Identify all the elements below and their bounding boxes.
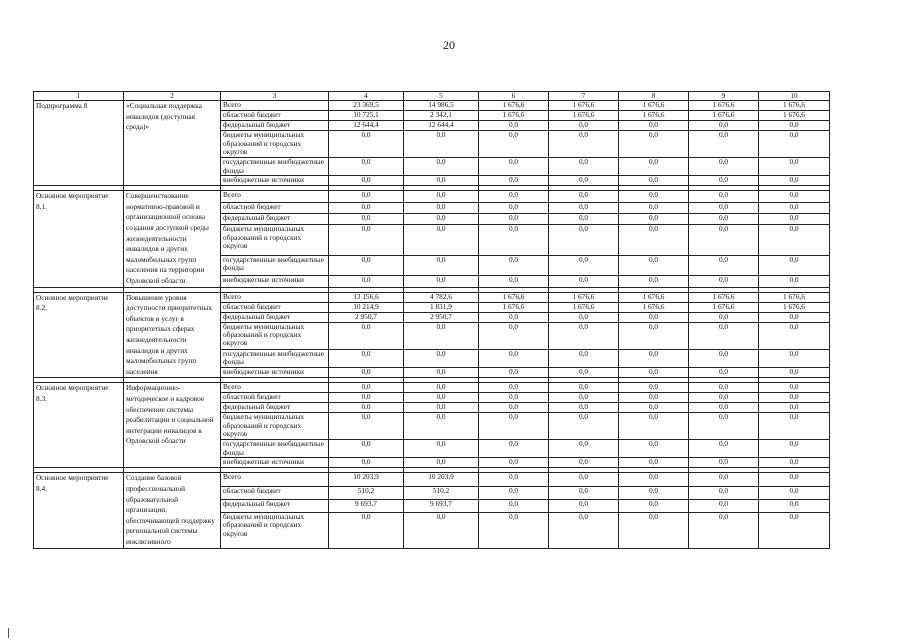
amount-cell: 1 676,6 bbox=[619, 302, 689, 312]
amount-cell: 0,0 bbox=[619, 322, 689, 349]
column-header: 5 bbox=[404, 92, 479, 101]
amount-cell: 0,0 bbox=[619, 403, 689, 413]
amount-cell: 0,0 bbox=[759, 512, 830, 548]
amount-cell: 0,0 bbox=[329, 158, 404, 176]
amount-cell: 0,0 bbox=[689, 440, 759, 458]
amount-cell: 0,0 bbox=[759, 312, 830, 322]
activity-code: Основное мероприятие 8.2. bbox=[34, 292, 124, 378]
amount-cell: 0,0 bbox=[619, 121, 689, 131]
amount-cell: 0,0 bbox=[619, 440, 689, 458]
activity-name: Информационно-методическое и кадровое обеспечение системы реабилитации и социальной интеграции инвалидов в Орловской области bbox=[124, 383, 221, 468]
amount-cell: 0,0 bbox=[759, 383, 830, 393]
funding-source: бюджеты муниципальных образований и городских округов bbox=[221, 322, 329, 349]
amount-cell: 0,0 bbox=[329, 383, 404, 393]
amount-cell: 0,0 bbox=[549, 225, 619, 256]
amount-cell: 0,0 bbox=[759, 213, 830, 224]
amount-cell: 0,0 bbox=[479, 393, 549, 403]
amount-cell: 0,0 bbox=[479, 350, 549, 368]
amount-cell: 1 676,6 bbox=[479, 292, 549, 302]
amount-cell: 2 950,7 bbox=[404, 312, 479, 322]
amount-cell: 0,0 bbox=[689, 486, 759, 499]
amount-cell: 0,0 bbox=[404, 440, 479, 458]
amount-cell: 2 950,7 bbox=[329, 312, 404, 322]
funding-source: областной бюджет bbox=[221, 486, 329, 499]
amount-cell: 0,0 bbox=[549, 458, 619, 468]
column-header: 7 bbox=[549, 92, 619, 101]
amount-cell: 0,0 bbox=[759, 176, 830, 186]
amount-cell: 0,0 bbox=[404, 202, 479, 213]
amount-cell: 0,0 bbox=[329, 213, 404, 224]
funding-source: внебюджетные источники bbox=[221, 276, 329, 287]
funding-source: Всего bbox=[221, 383, 329, 393]
amount-cell: 0,0 bbox=[479, 486, 549, 499]
amount-cell: 0,0 bbox=[404, 383, 479, 393]
amount-cell: 0,0 bbox=[549, 191, 619, 202]
amount-cell: 0,0 bbox=[479, 276, 549, 287]
amount-cell: 0,0 bbox=[404, 191, 479, 202]
amount-cell: 10 203,9 bbox=[404, 473, 479, 486]
page-number: 20 bbox=[443, 38, 455, 52]
amount-cell: 13 156,6 bbox=[329, 292, 404, 302]
funding-source: государственные внебюджетные фонды bbox=[221, 255, 329, 275]
amount-cell: 0,0 bbox=[619, 512, 689, 548]
funding-source: федеральный бюджет bbox=[221, 499, 329, 512]
amount-cell: 0,0 bbox=[404, 322, 479, 349]
amount-cell: 0,0 bbox=[689, 276, 759, 287]
amount-cell: 0,0 bbox=[759, 499, 830, 512]
amount-cell: 0,0 bbox=[549, 255, 619, 275]
activity-code: Подпрограмма 8 bbox=[34, 101, 124, 186]
amount-cell: 0,0 bbox=[329, 191, 404, 202]
amount-cell: 0,0 bbox=[759, 276, 830, 287]
funding-source: бюджеты муниципальных образований и городских округов bbox=[221, 131, 329, 158]
amount-cell: 0,0 bbox=[689, 255, 759, 275]
funding-source: Всего bbox=[221, 292, 329, 302]
amount-cell: 510,2 bbox=[329, 486, 404, 499]
amount-cell: 0,0 bbox=[689, 413, 759, 440]
amount-cell: 0,0 bbox=[689, 403, 759, 413]
budget-table-body bbox=[34, 92, 830, 549]
funding-source: федеральный бюджет bbox=[221, 213, 329, 224]
funding-source: областной бюджет bbox=[221, 111, 329, 121]
amount-cell: 0,0 bbox=[759, 255, 830, 275]
amount-cell: 9 693,7 bbox=[329, 499, 404, 512]
funding-source: внебюджетные источники bbox=[221, 176, 329, 186]
amount-cell: 0,0 bbox=[619, 202, 689, 213]
amount-cell: 0,0 bbox=[549, 403, 619, 413]
amount-cell: 0,0 bbox=[404, 255, 479, 275]
amount-cell: 1 676,6 bbox=[619, 292, 689, 302]
funding-source: внебюджетные источники bbox=[221, 368, 329, 378]
amount-cell: 0,0 bbox=[689, 368, 759, 378]
amount-cell: 0,0 bbox=[479, 213, 549, 224]
amount-cell: 4 782,6 bbox=[404, 292, 479, 302]
table-row bbox=[34, 473, 830, 486]
funding-source: бюджеты муниципальных образований и городских округов bbox=[221, 413, 329, 440]
funding-source: федеральный бюджет bbox=[221, 121, 329, 131]
amount-cell: 0,0 bbox=[619, 176, 689, 186]
amount-cell: 0,0 bbox=[404, 276, 479, 287]
amount-cell: 0,0 bbox=[689, 383, 759, 393]
amount-cell: 0,0 bbox=[549, 312, 619, 322]
amount-cell: 0,0 bbox=[689, 131, 759, 158]
funding-source: федеральный бюджет bbox=[221, 312, 329, 322]
funding-source: областной бюджет bbox=[221, 302, 329, 312]
amount-cell: 0,0 bbox=[404, 368, 479, 378]
amount-cell: 0,0 bbox=[404, 403, 479, 413]
column-header: 3 bbox=[221, 92, 329, 101]
amount-cell: 0,0 bbox=[404, 213, 479, 224]
amount-cell: 0,0 bbox=[479, 368, 549, 378]
amount-cell: 1 676,6 bbox=[689, 292, 759, 302]
amount-cell: 0,0 bbox=[479, 131, 549, 158]
activity-name: Повышение уровня доступности приоритетных объектов и услуг в приоритетных сферах жизнедеятельности инвалидов и других маломобильных групп населения bbox=[124, 292, 221, 378]
amount-cell: 0,0 bbox=[329, 322, 404, 349]
amount-cell: 0,0 bbox=[619, 486, 689, 499]
activity-name: «Социальная поддержка инвалидов (доступная среда)» bbox=[124, 101, 221, 186]
amount-cell: 1 676,6 bbox=[689, 302, 759, 312]
amount-cell: 1 676,6 bbox=[479, 302, 549, 312]
amount-cell: 0,0 bbox=[689, 213, 759, 224]
activity-name: Создание базовой профессиональной образовательной организации, обеспечивающей поддержку региональной системы инклюзивного bbox=[124, 473, 221, 548]
amount-cell: 0,0 bbox=[689, 458, 759, 468]
amount-cell: 1 676,6 bbox=[549, 111, 619, 121]
amount-cell: 0,0 bbox=[619, 213, 689, 224]
funding-source: областной бюджет bbox=[221, 393, 329, 403]
amount-cell: 0,0 bbox=[689, 512, 759, 548]
amount-cell: 0,0 bbox=[759, 121, 830, 131]
amount-cell: 0,0 bbox=[329, 255, 404, 275]
funding-source: Всего bbox=[221, 101, 329, 111]
amount-cell: 0,0 bbox=[549, 473, 619, 486]
column-header: 10 bbox=[759, 92, 830, 101]
amount-cell: 0,0 bbox=[404, 512, 479, 548]
table-row bbox=[34, 101, 830, 111]
amount-cell: 0,0 bbox=[619, 393, 689, 403]
amount-cell: 0,0 bbox=[759, 350, 830, 368]
scan-margin-mark bbox=[8, 628, 9, 638]
amount-cell: 1 676,6 bbox=[759, 302, 830, 312]
amount-cell: 1 676,6 bbox=[759, 101, 830, 111]
amount-cell: 10 725,1 bbox=[329, 111, 404, 121]
amount-cell: 1 676,6 bbox=[689, 101, 759, 111]
amount-cell: 0,0 bbox=[759, 322, 830, 349]
amount-cell: 0,0 bbox=[329, 393, 404, 403]
amount-cell: 0,0 bbox=[329, 512, 404, 548]
funding-source: государственные внебюджетные фонды bbox=[221, 350, 329, 368]
amount-cell: 0,0 bbox=[619, 131, 689, 158]
amount-cell: 0,0 bbox=[404, 131, 479, 158]
amount-cell: 0,0 bbox=[549, 276, 619, 287]
amount-cell: 0,0 bbox=[759, 473, 830, 486]
amount-cell: 0,0 bbox=[549, 383, 619, 393]
amount-cell: 0,0 bbox=[329, 458, 404, 468]
table-row bbox=[34, 191, 830, 202]
amount-cell: 0,0 bbox=[479, 121, 549, 131]
amount-cell: 0,0 bbox=[479, 512, 549, 548]
funding-source: государственные внебюджетные фонды bbox=[221, 158, 329, 176]
funding-source: областной бюджет bbox=[221, 202, 329, 213]
funding-source: бюджеты муниципальных образований и городских округов bbox=[221, 512, 329, 548]
amount-cell: 0,0 bbox=[479, 176, 549, 186]
amount-cell: 2 342,1 bbox=[404, 111, 479, 121]
amount-cell: 0,0 bbox=[479, 383, 549, 393]
amount-cell: 510,2 bbox=[404, 486, 479, 499]
amount-cell: 0,0 bbox=[689, 191, 759, 202]
amount-cell: 0,0 bbox=[549, 393, 619, 403]
amount-cell: 0,0 bbox=[479, 255, 549, 275]
amount-cell: 0,0 bbox=[689, 312, 759, 322]
amount-cell: 0,0 bbox=[329, 131, 404, 158]
amount-cell: 0,0 bbox=[479, 225, 549, 256]
amount-cell: 0,0 bbox=[479, 458, 549, 468]
amount-cell: 0,0 bbox=[404, 413, 479, 440]
amount-cell: 0,0 bbox=[479, 499, 549, 512]
activity-name: Совершенствование нормативно-правовой и организационной основы создания доступной среды жизнедеятельности инвалидов и других маломобильных групп населения на территории Орловской области bbox=[124, 191, 221, 287]
amount-cell: 0,0 bbox=[759, 368, 830, 378]
amount-cell: 0,0 bbox=[479, 158, 549, 176]
amount-cell: 0,0 bbox=[479, 440, 549, 458]
table-row bbox=[34, 292, 830, 302]
amount-cell: 1 831,9 bbox=[404, 302, 479, 312]
column-header: 2 bbox=[124, 92, 221, 101]
amount-cell: 0,0 bbox=[329, 403, 404, 413]
funding-source: федеральный бюджет bbox=[221, 403, 329, 413]
amount-cell: 0,0 bbox=[549, 368, 619, 378]
amount-cell: 0,0 bbox=[619, 413, 689, 440]
amount-cell: 0,0 bbox=[689, 499, 759, 512]
amount-cell: 1 676,6 bbox=[759, 292, 830, 302]
amount-cell: 0,0 bbox=[329, 440, 404, 458]
amount-cell: 0,0 bbox=[329, 202, 404, 213]
table-header-row bbox=[34, 92, 830, 101]
table-row bbox=[34, 383, 830, 393]
amount-cell: 1 676,6 bbox=[549, 101, 619, 111]
amount-cell: 0,0 bbox=[549, 440, 619, 458]
amount-cell: 0,0 bbox=[689, 225, 759, 256]
amount-cell: 12 644,4 bbox=[404, 121, 479, 131]
activity-code: Основное мероприятие 8.1. bbox=[34, 191, 124, 287]
amount-cell: 0,0 bbox=[689, 121, 759, 131]
amount-cell: 0,0 bbox=[549, 512, 619, 548]
amount-cell: 0,0 bbox=[759, 131, 830, 158]
amount-cell: 0,0 bbox=[329, 176, 404, 186]
amount-cell: 0,0 bbox=[479, 322, 549, 349]
amount-cell: 0,0 bbox=[759, 191, 830, 202]
amount-cell: 0,0 bbox=[619, 499, 689, 512]
funding-source: внебюджетные источники bbox=[221, 458, 329, 468]
amount-cell: 0,0 bbox=[479, 202, 549, 213]
amount-cell: 14 986,5 bbox=[404, 101, 479, 111]
amount-cell: 0,0 bbox=[404, 350, 479, 368]
budget-table bbox=[33, 91, 830, 549]
amount-cell: 0,0 bbox=[619, 191, 689, 202]
amount-cell: 0,0 bbox=[619, 158, 689, 176]
funding-source: государственные внебюджетные фонды bbox=[221, 440, 329, 458]
amount-cell: 1 676,6 bbox=[479, 101, 549, 111]
amount-cell: 0,0 bbox=[549, 350, 619, 368]
amount-cell: 1 676,6 bbox=[689, 111, 759, 121]
amount-cell: 0,0 bbox=[759, 225, 830, 256]
amount-cell: 0,0 bbox=[479, 413, 549, 440]
amount-cell: 0,0 bbox=[619, 368, 689, 378]
amount-cell: 0,0 bbox=[689, 322, 759, 349]
amount-cell: 0,0 bbox=[759, 486, 830, 499]
funding-source: Всего bbox=[221, 473, 329, 486]
amount-cell: 0,0 bbox=[549, 499, 619, 512]
amount-cell: 0,0 bbox=[549, 121, 619, 131]
amount-cell: 0,0 bbox=[549, 158, 619, 176]
activity-code: Основное мероприятие 8.4. bbox=[34, 473, 124, 548]
amount-cell: 0,0 bbox=[549, 413, 619, 440]
amount-cell: 0,0 bbox=[549, 131, 619, 158]
amount-cell: 0,0 bbox=[619, 383, 689, 393]
amount-cell: 0,0 bbox=[549, 176, 619, 186]
amount-cell: 0,0 bbox=[549, 322, 619, 349]
column-header: 8 bbox=[619, 92, 689, 101]
amount-cell: 1 676,6 bbox=[619, 111, 689, 121]
amount-cell: 0,0 bbox=[689, 202, 759, 213]
amount-cell: 0,0 bbox=[619, 350, 689, 368]
amount-cell: 0,0 bbox=[759, 158, 830, 176]
amount-cell: 0,0 bbox=[404, 176, 479, 186]
amount-cell: 0,0 bbox=[479, 473, 549, 486]
amount-cell: 0,0 bbox=[479, 191, 549, 202]
amount-cell: 0,0 bbox=[479, 403, 549, 413]
funding-source: Всего bbox=[221, 191, 329, 202]
amount-cell: 0,0 bbox=[404, 158, 479, 176]
amount-cell: 1 676,6 bbox=[549, 302, 619, 312]
column-header: 9 bbox=[689, 92, 759, 101]
amount-cell: 0,0 bbox=[329, 225, 404, 256]
amount-cell: 0,0 bbox=[404, 393, 479, 403]
amount-cell: 0,0 bbox=[689, 176, 759, 186]
amount-cell: 0,0 bbox=[759, 458, 830, 468]
amount-cell: 1 676,6 bbox=[549, 292, 619, 302]
amount-cell: 0,0 bbox=[759, 440, 830, 458]
amount-cell: 0,0 bbox=[549, 202, 619, 213]
amount-cell: 0,0 bbox=[619, 225, 689, 256]
amount-cell: 0,0 bbox=[759, 413, 830, 440]
amount-cell: 0,0 bbox=[479, 312, 549, 322]
amount-cell: 0,0 bbox=[689, 393, 759, 403]
amount-cell: 0,0 bbox=[619, 312, 689, 322]
column-header: 4 bbox=[329, 92, 404, 101]
amount-cell: 0,0 bbox=[619, 473, 689, 486]
amount-cell: 0,0 bbox=[689, 158, 759, 176]
amount-cell: 23 369,5 bbox=[329, 101, 404, 111]
activity-code: Основное мероприятие 8.3. bbox=[34, 383, 124, 468]
amount-cell: 10 203,9 bbox=[329, 473, 404, 486]
amount-cell: 9 693,7 bbox=[404, 499, 479, 512]
amount-cell: 0,0 bbox=[689, 473, 759, 486]
amount-cell: 1 676,6 bbox=[619, 101, 689, 111]
amount-cell: 0,0 bbox=[549, 486, 619, 499]
amount-cell: 0,0 bbox=[759, 403, 830, 413]
amount-cell: 12 644,4 bbox=[329, 121, 404, 131]
amount-cell: 0,0 bbox=[404, 458, 479, 468]
amount-cell: 0,0 bbox=[404, 225, 479, 256]
amount-cell: 0,0 bbox=[619, 276, 689, 287]
amount-cell: 0,0 bbox=[689, 350, 759, 368]
amount-cell: 0,0 bbox=[759, 202, 830, 213]
funding-source: бюджеты муниципальных образований и городских округов bbox=[221, 225, 329, 256]
amount-cell: 0,0 bbox=[329, 276, 404, 287]
amount-cell: 0,0 bbox=[759, 393, 830, 403]
amount-cell: 0,0 bbox=[329, 350, 404, 368]
amount-cell: 0,0 bbox=[619, 255, 689, 275]
column-header: 1 bbox=[34, 92, 124, 101]
column-header: 6 bbox=[479, 92, 549, 101]
amount-cell: 0,0 bbox=[329, 413, 404, 440]
amount-cell: 10 214,9 bbox=[329, 302, 404, 312]
amount-cell: 0,0 bbox=[549, 213, 619, 224]
amount-cell: 0,0 bbox=[329, 368, 404, 378]
amount-cell: 1 676,6 bbox=[759, 111, 830, 121]
amount-cell: 1 676,6 bbox=[479, 111, 549, 121]
amount-cell: 0,0 bbox=[619, 458, 689, 468]
